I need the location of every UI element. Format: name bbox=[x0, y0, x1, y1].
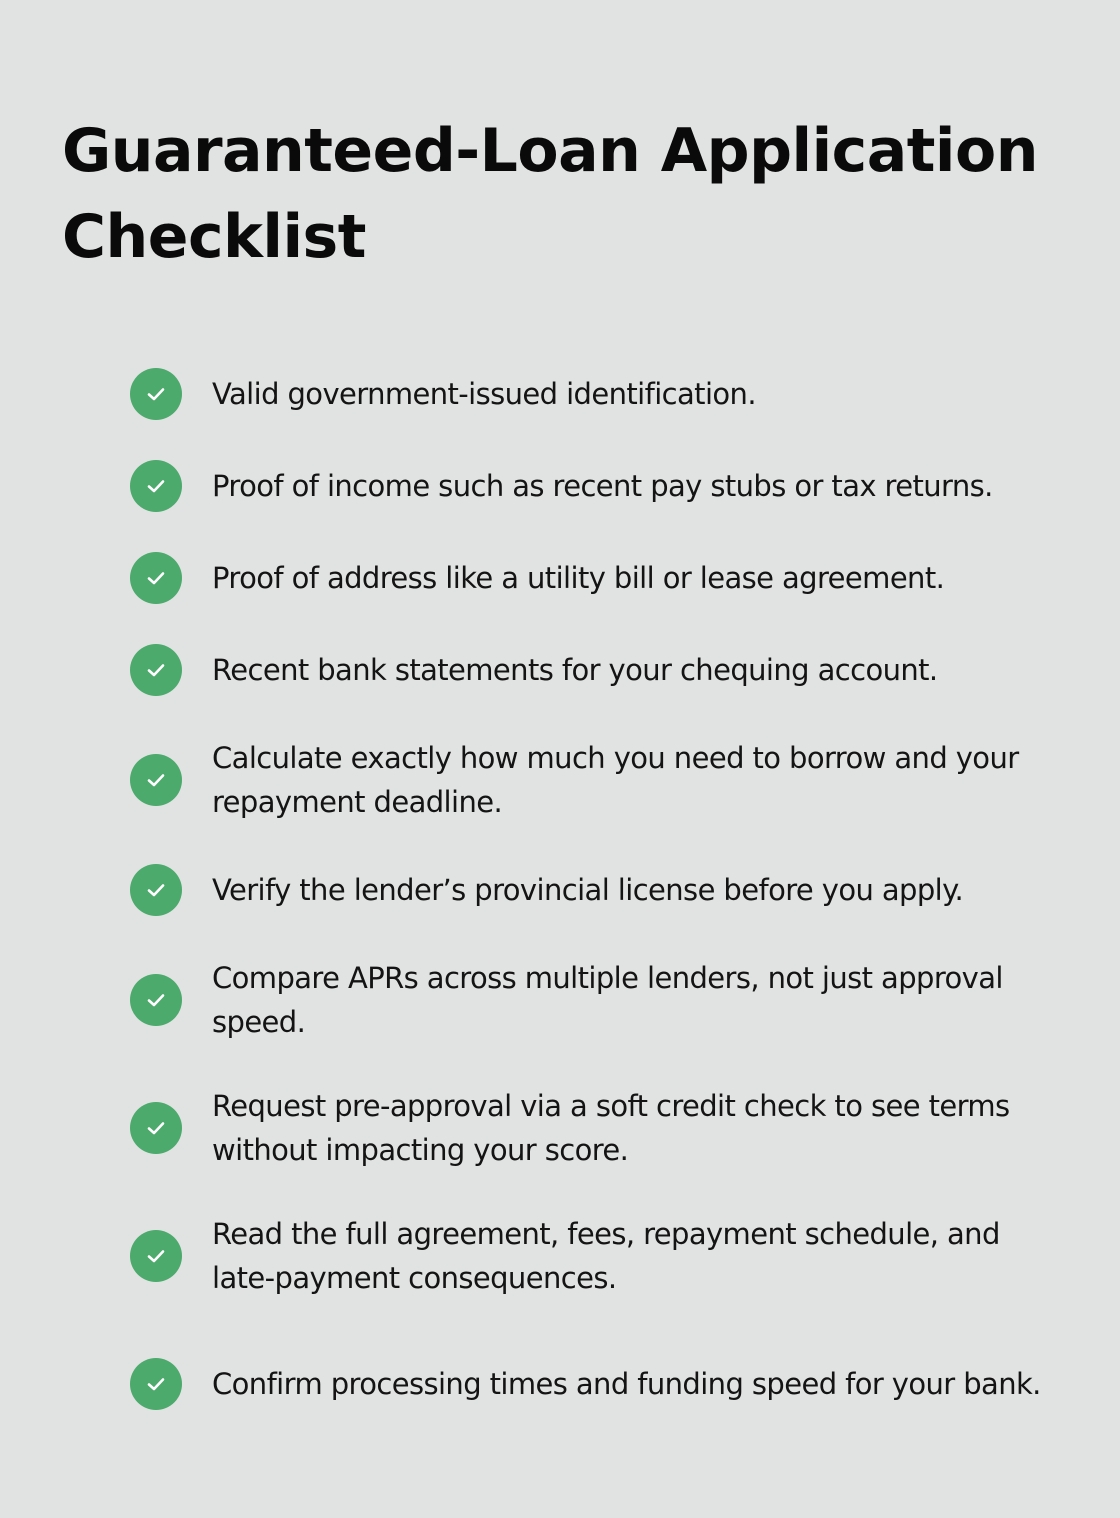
check-circle-icon bbox=[130, 460, 182, 512]
checklist-item bbox=[130, 1340, 1060, 1428]
checklist-item bbox=[130, 644, 1060, 696]
checklist-item bbox=[130, 1084, 1060, 1172]
checklist-item-text: Calculate exactly how much you need to borrow and your repayment deadline. bbox=[212, 741, 1019, 819]
check-circle-icon bbox=[130, 754, 182, 806]
checklist-item bbox=[130, 1212, 1060, 1300]
checklist-item bbox=[130, 368, 1060, 420]
check-circle-icon bbox=[130, 864, 182, 916]
checklist-item bbox=[130, 552, 1060, 604]
checklist-item-text: Valid government-issued identification. bbox=[212, 377, 756, 411]
check-circle-icon bbox=[130, 974, 182, 1026]
checklist-item bbox=[130, 864, 1060, 916]
checklist-item bbox=[130, 460, 1060, 512]
checklist-item-text: Verify the lender’s provincial license before you apply. bbox=[212, 873, 964, 907]
check-circle-icon bbox=[130, 552, 182, 604]
page-title: Guaranteed-Loan Application Checklist bbox=[62, 116, 1038, 272]
checklist-item-text: Proof of income such as recent pay stubs or tax returns. bbox=[212, 469, 993, 503]
checklist-item-text: Proof of address like a utility bill or lease agreement. bbox=[212, 561, 945, 595]
check-circle-icon bbox=[130, 368, 182, 420]
check-circle-icon bbox=[130, 644, 182, 696]
check-circle-icon bbox=[130, 1358, 182, 1410]
check-circle-icon bbox=[130, 1102, 182, 1154]
checklist-item bbox=[130, 956, 1060, 1044]
checklist-item-text: Read the full agreement, fees, repayment schedule, and late-payment consequences. bbox=[212, 1217, 1000, 1295]
checklist-item-text: Request pre-approval via a soft credit check to see terms without impacting your score. bbox=[212, 1089, 1010, 1167]
check-circle-icon bbox=[130, 1230, 182, 1282]
checklist-item bbox=[130, 736, 1060, 824]
checklist-item-text: Confirm processing times and funding speed for your bank. bbox=[212, 1367, 1041, 1401]
checklist-item-text: Compare APRs across multiple lenders, not just approval speed. bbox=[212, 961, 1003, 1039]
checklist-item-text: Recent bank statements for your chequing account. bbox=[212, 653, 938, 687]
